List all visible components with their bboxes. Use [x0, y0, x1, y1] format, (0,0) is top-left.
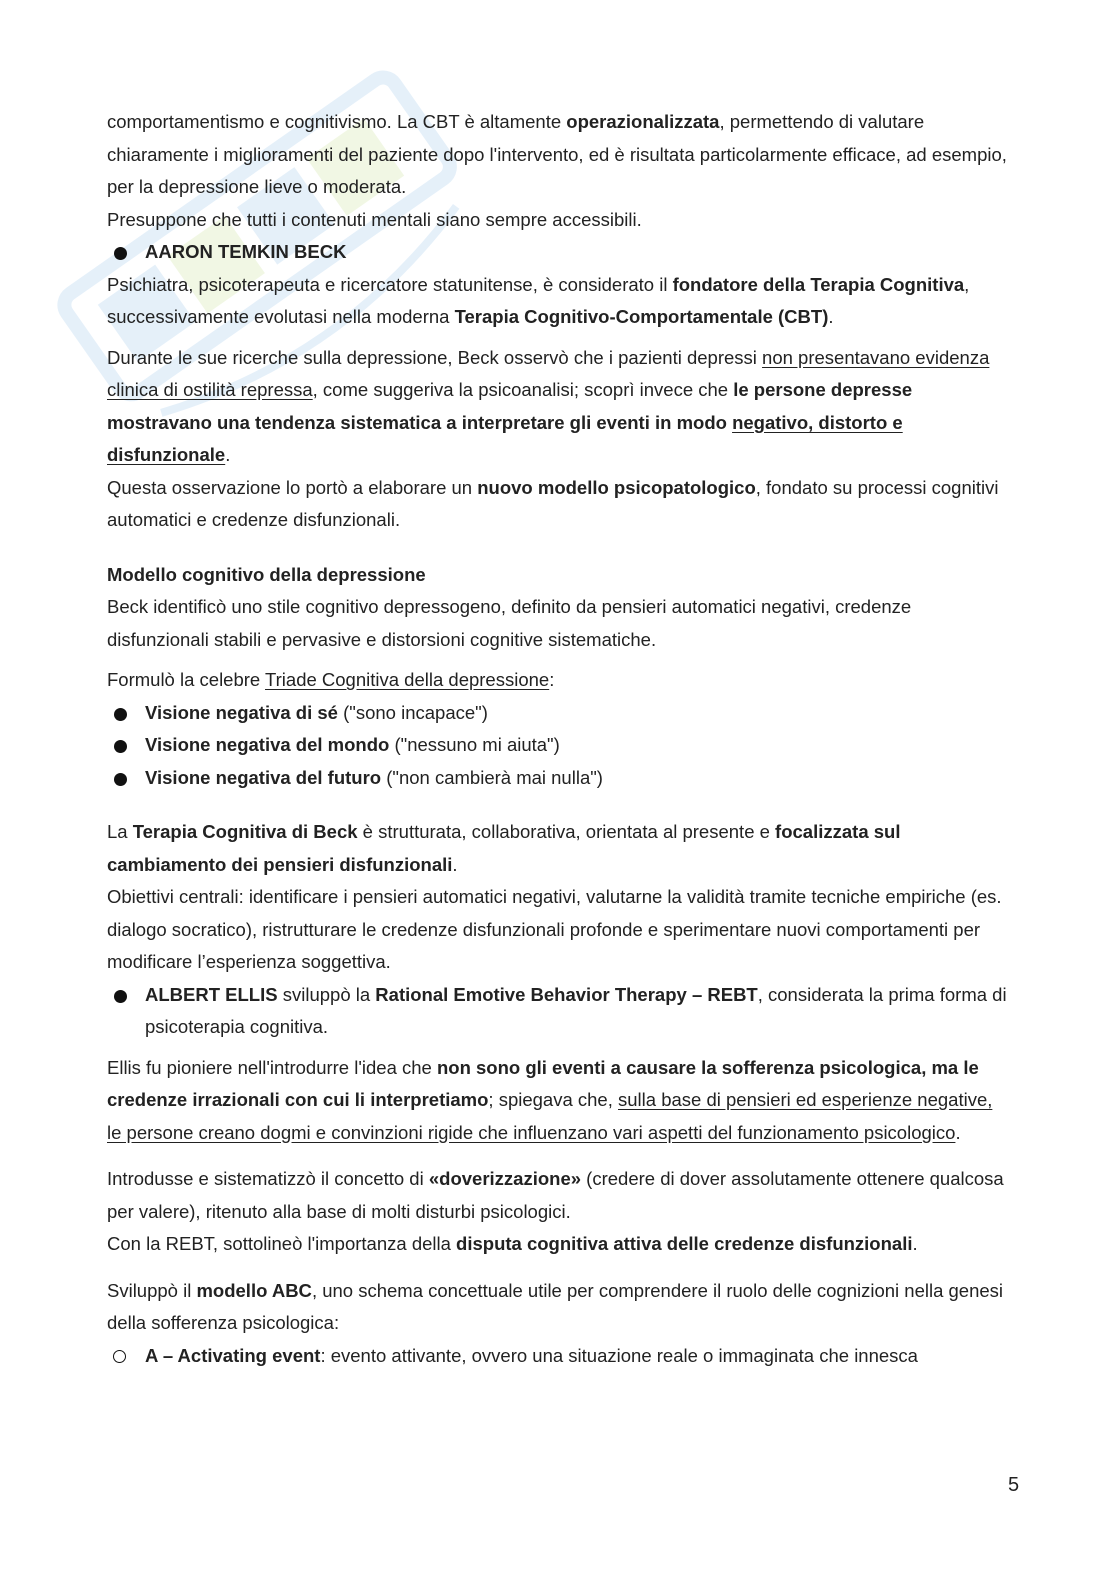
beck-heading: AARON TEMKIN BECK	[145, 241, 347, 262]
bullet-icon	[114, 708, 127, 721]
paragraph-cbt: comportamentismo e cognitivismo. La CBT è altamente operazionalizzata, permettendo di valutare chiaramente i miglioramenti del paziente dopo l'intervento, ed è risultata particolarmente efficace, ad esempio, per la depressione lieve o moderata.	[107, 111, 1007, 197]
section-heading: Modello cognitivo della depressione	[107, 563, 426, 585]
paragraph-accessibility: Presuppone che tutti i contenuti mentali siano sempre accessibili.	[107, 208, 642, 230]
paragraph-beck-research: Durante le sue ricerche sulla depressione, Beck osservò che i pazienti depressi non presentavano evidenza clinica di ostilità repressa, come suggeriva la psicoanalisi; scoprì invece che le persone depresse mostravano una tendenza sistematica a interpretare gli eventi in modo negativo, distorto e disfunzionale.	[107, 346, 990, 465]
beck-heading-list	[107, 236, 1007, 269]
paragraph-beck-intro: Psichiatra, psicoterapeuta e ricercatore statunitense, è considerato il fondatore della Terapia Cognitiva, successivamente evolutasi nella moderna Terapia Cognitivo-Comportamentale (CBT).	[107, 273, 970, 327]
paragraph-ellis-pioneer: Ellis fu pioniere nell'introdurre l'idea che non sono gli eventi a causare la sofferenza psicologica, ma le credenze irrazionali con cui li interpretiamo; spiegava che, sulla base di pensieri ed esperienze negative, le persone creano dogmi e convinzioni rigide che influenzano vari aspetti del funzionamento psicologico.	[107, 1056, 993, 1143]
document-body	[107, 106, 1007, 1372]
bullet-icon	[114, 773, 127, 786]
abc-list	[107, 1340, 1007, 1373]
list-item	[107, 236, 1007, 269]
page-number: 5	[1008, 1474, 1020, 1496]
list-item: Visione negativa di sé ("sono incapace")	[107, 697, 1007, 730]
bullet-icon	[114, 247, 127, 260]
paragraph-beck-therapy: La Terapia Cognitiva di Beck è strutturata, collaborativa, orientata al presente e focalizzata sul cambiamento dei pensieri disfunzionali.	[107, 821, 901, 875]
list-item: ALBERT ELLIS sviluppò la Rational Emotive Behavior Therapy – REBT, considerata la prima forma di psicoterapia cognitiva.	[107, 979, 1007, 1044]
paragraph-depressive-style: Beck identificò uno stile cognitivo depressogeno, definito da pensieri automatici negativi, credenze disfunzionali stabili e pervasive e distorsioni cognitive sistematiche.	[107, 596, 912, 650]
paragraph-doverizzazione: Introdusse e sistematizzò il concetto di «doverizzazione» (credere di dover assolutamente ottenere qualcosa per valere), ritenuto alla base di molti disturbi psicologici.	[107, 1168, 1004, 1222]
bullet-icon	[114, 990, 127, 1003]
paragraph-rebt: Con la REBT, sottolineò l'importanza della disputa cognitiva attiva delle credenze disfunzionali.	[107, 1233, 918, 1254]
list-item: A – Activating event: evento attivante, ovvero una situazione reale o immaginata che innesca	[107, 1340, 1007, 1373]
hollow-bullet-icon	[113, 1350, 126, 1363]
list-item: Visione negativa del mondo ("nessuno mi aiuta")	[107, 729, 1007, 762]
paragraph-objectives: Obiettivi centrali: identificare i pensieri automatici negativi, valutarne la validità tramite tecniche empiriche (es. dialogo socratico), ristrutturare le credenze disfunzionali profonde e sperimentare nuovi comportamenti per modificare l’esperienza soggettiva.	[107, 886, 1002, 972]
paragraph-abc-model: Sviluppò il modello ABC, uno schema concettuale utile per comprendere il ruolo delle cognizioni nella genesi della sofferenza psicologica:	[107, 1279, 1004, 1333]
list-item: Visione negativa del futuro ("non cambierà mai nulla")	[107, 762, 1007, 795]
ellis-heading-list	[107, 979, 1007, 1044]
bullet-icon	[114, 740, 127, 753]
triad-list	[107, 697, 1007, 795]
paragraph-beck-model: Questa osservazione lo portò a elaborare un nuovo modello psicopatologico, fondato su processi cognitivi automatici e credenze disfunzionali.	[107, 476, 999, 530]
paragraph-triad-intro: Formulò la celebre Triade Cognitiva della depressione:	[107, 669, 555, 690]
